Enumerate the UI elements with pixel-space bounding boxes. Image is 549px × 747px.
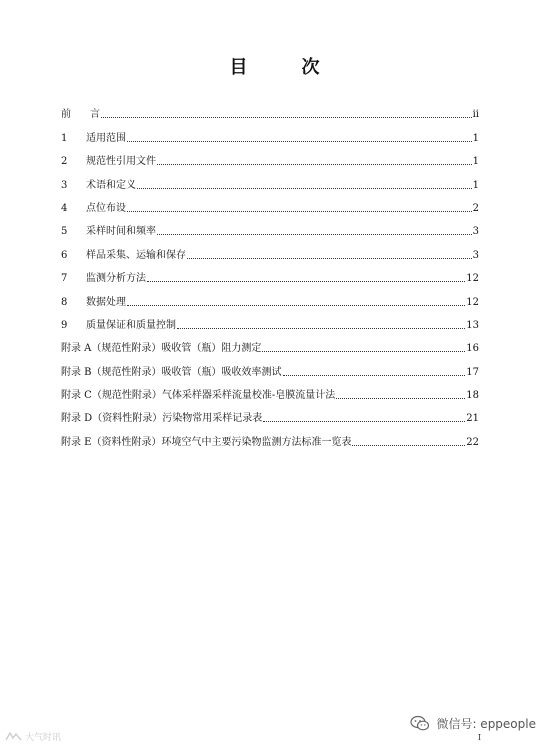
- page-title: 目 次: [229, 57, 338, 78]
- toc-entry[interactable]: [61, 425, 479, 448]
- toc-dot-leader: [177, 328, 465, 329]
- toc-entry-page: 3: [472, 226, 479, 238]
- toc-entry-page: 2: [472, 202, 479, 214]
- toc-dot-leader: [147, 281, 465, 282]
- toc-entry[interactable]: [61, 402, 479, 425]
- toc-entry[interactable]: [61, 215, 479, 238]
- toc-dot-leader: [127, 305, 465, 306]
- toc-dot-leader: [336, 398, 465, 399]
- toc-entry[interactable]: [61, 309, 479, 332]
- toc-entry-label: 采样时间和频率: [86, 226, 156, 238]
- toc-dot-leader: [101, 117, 472, 118]
- toc-dot-leader: [127, 141, 472, 142]
- toc-entry[interactable]: [61, 192, 479, 215]
- toc-entry-label: 数据处理: [86, 296, 126, 308]
- toc-entry[interactable]: [61, 145, 479, 168]
- logo-icon: [5, 731, 23, 742]
- toc-entry-page: 17: [466, 366, 479, 378]
- watermark-left-text: 大气时讯: [25, 733, 62, 743]
- toc-entry-page: 18: [466, 390, 479, 402]
- toc-entry[interactable]: [61, 262, 479, 285]
- page-number: I: [477, 733, 481, 742]
- toc-entry-page: 16: [466, 343, 479, 355]
- toc-dot-leader: [262, 351, 465, 352]
- toc-entry[interactable]: [61, 238, 479, 261]
- toc-entry[interactable]: [61, 285, 479, 308]
- toc-entry[interactable]: [61, 355, 479, 378]
- toc-entry-label: 适用范围: [86, 132, 126, 144]
- toc-entry-label: 附录 E（资料性附录）环境空气中主要污染物监测方法标准一览表: [61, 436, 352, 448]
- toc-entry-page: 3: [472, 249, 479, 261]
- toc-entry-label: 监测分析方法: [86, 273, 146, 285]
- toc-entry-label: 附录 B（规范性附录）吸收管（瓶）吸收效率测试: [61, 366, 282, 378]
- toc-entry-page: 1: [472, 156, 479, 168]
- watermark-right-text: 微信号: eppeople: [436, 717, 536, 731]
- toc-dot-leader: [352, 445, 465, 446]
- toc-entry-label: 规范性引用文件: [86, 156, 156, 168]
- toc-dot-leader: [127, 211, 472, 212]
- toc-entry-number: 4: [61, 202, 68, 214]
- toc-entry-label: 点位布设: [86, 202, 126, 214]
- toc-entry-page: 12: [466, 296, 479, 308]
- toc-entry-label: 质量保证和质量控制: [86, 319, 176, 331]
- toc-entry-label: 言: [90, 109, 100, 121]
- toc-entry-page: 12: [466, 273, 479, 285]
- toc-entry-number: 1: [61, 132, 68, 144]
- toc-entry-number: 3: [61, 179, 68, 191]
- wechat-icon: [410, 715, 430, 732]
- watermark-left: [5, 730, 61, 743]
- toc-entry[interactable]: [61, 168, 479, 191]
- toc-dot-leader: [157, 164, 472, 165]
- toc-entry[interactable]: [61, 332, 479, 355]
- toc-entry[interactable]: [61, 98, 479, 121]
- toc-dot-leader: [157, 234, 472, 235]
- toc-entry-label: 附录 A（规范性附录）吸收管（瓶）阻力测定: [61, 343, 262, 355]
- toc-entry-label: 样品采集、运输和保存: [86, 249, 186, 261]
- toc-entry[interactable]: [61, 379, 479, 402]
- toc-entry-page: 1: [472, 179, 479, 191]
- toc-dot-leader: [137, 188, 472, 189]
- toc-entry-page: 13: [466, 319, 479, 331]
- toc-entry-number: 8: [61, 296, 68, 308]
- toc-entry-number: 前: [61, 109, 71, 121]
- watermark-right: [410, 715, 536, 732]
- toc-entry-number: 9: [61, 319, 68, 331]
- toc-dot-leader: [283, 375, 466, 376]
- table-of-contents: [61, 98, 479, 449]
- toc-entry-number: 7: [61, 273, 68, 285]
- toc-entry-page: 22: [466, 436, 479, 448]
- toc-entry-label: 附录 C（规范性附录）气体采样器采样流量校准-皂膜流量计法: [61, 390, 336, 402]
- toc-entry-label: 附录 D（资料性附录）污染物常用采样记录表: [61, 413, 263, 425]
- toc-entry-label: 术语和定义: [86, 179, 136, 191]
- toc-dot-leader: [263, 421, 465, 422]
- toc-entry-page: 1: [472, 132, 479, 144]
- toc-entry-number: 5: [61, 226, 68, 238]
- toc-entry-number: 2: [61, 156, 68, 168]
- toc-entry-page: ii: [472, 109, 479, 121]
- toc-entry-page: 21: [466, 413, 479, 425]
- toc-dot-leader: [187, 258, 472, 259]
- toc-entry[interactable]: [61, 121, 479, 144]
- toc-entry-number: 6: [61, 249, 68, 261]
